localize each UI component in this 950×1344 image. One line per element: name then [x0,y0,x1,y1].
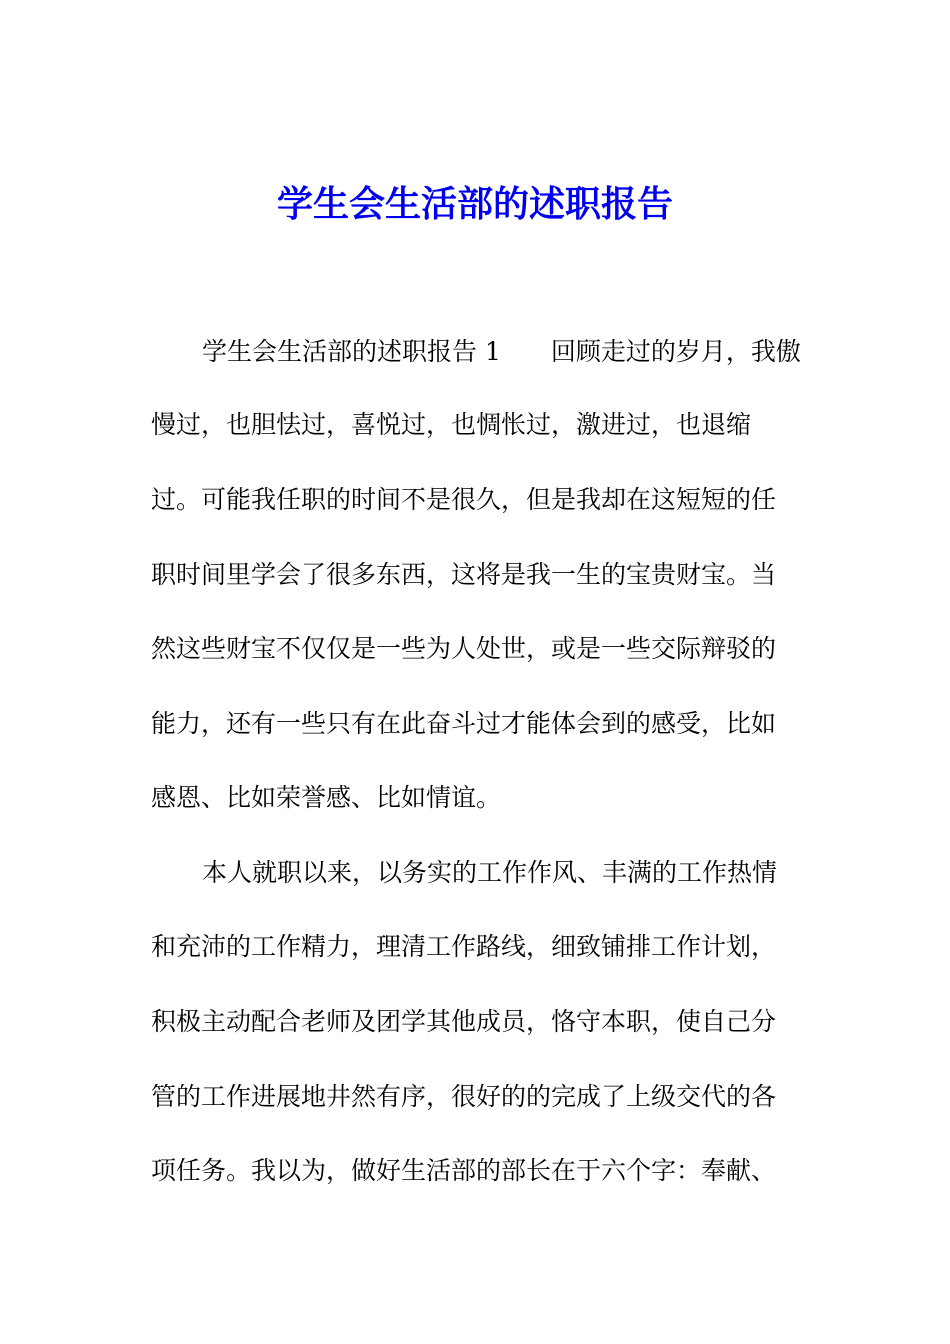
paragraph-line: 职时间里学会了很多东西，这将是我一生的宝贵财宝。当 [151,560,777,589]
paragraph-line: 和充沛的工作精力，理清工作路线，细致铺排工作计划， [151,932,777,961]
paragraph-line [202,332,801,372]
paragraph-text: 回顾走过的岁月，我傲 [550,337,801,366]
paragraph-line: 项任务。我以为，做好生活部的部长在于六个字：奉献、 [151,1156,777,1185]
paragraph-line: 过。可能我任职的时间不是很久，但是我却在这短短的任 [151,485,777,514]
paragraph-line: 积极主动配合老师及团学其他成员，恪守本职，使自己分 [151,1007,777,1036]
paragraph-line: 本人就职以来，以务实的工作作风、丰满的工作热情 [202,858,778,887]
paragraph-line: 能力，还有一些只有在此奋斗过才能体会到的感受，比如 [151,709,777,738]
paragraph-line: 感恩、比如荣誉感、比如情谊。 [151,783,502,812]
paragraph-line: 慢过，也胆怯过，喜悦过，也惆怅过，激进过，也退缩 [151,410,752,439]
paragraph-line: 管的工作进展地井然有序，很好的的完成了上级交代的各 [151,1082,777,1111]
paragraph-line: 然这些财宝不仅仅是一些为人处世，或是一些交际辩驳的 [151,634,777,663]
document-title: 学生会生活部的述职报告 [276,183,673,225]
section-heading: 学生会生活部的述职报告 1 [202,337,501,366]
